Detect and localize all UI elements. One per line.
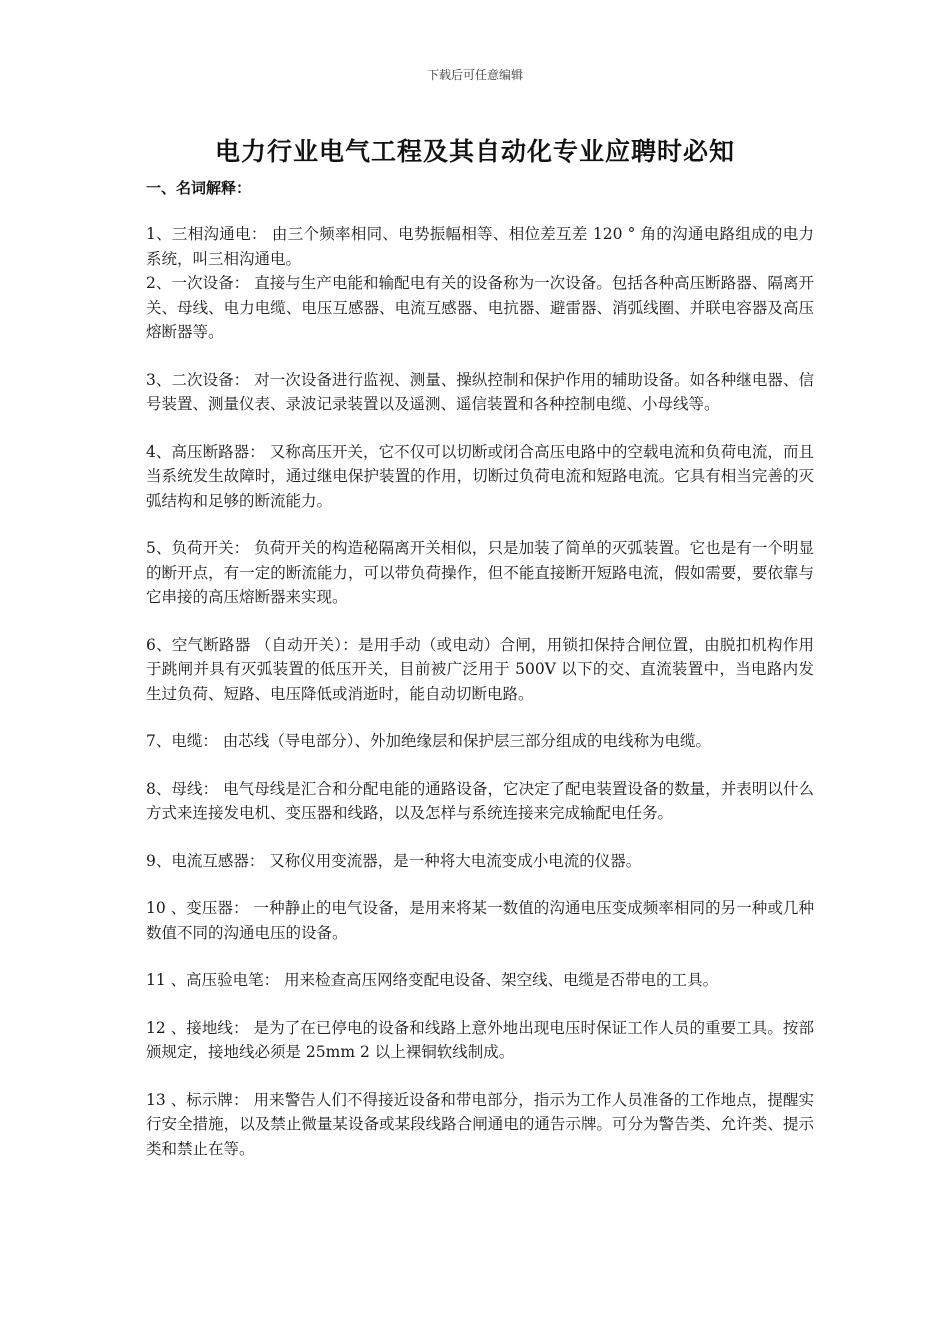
definition-9: 9、电流互感器： 又称仪用变流器，是一种将大电流变成小电流的仪器。	[146, 851, 642, 870]
definition-1: 1、三相沟通电： 由三个频率相同、电势振幅相等、相位差互差 120 ° 角的沟通电路组成的电力系统，叫三相沟通电。	[146, 225, 814, 268]
definition-5: 5、负荷开关： 负荷开关的构造秘隔离开关相似，只是加装了简单的灭弧装置。它也是有一个明显的断开点，有一定的断流能力，可以带负荷操作，但不能直接断开短路电流，假如需要，要依靠与它串接的高压熔断器来实现。	[146, 539, 814, 606]
section-heading: 一、名词解释：	[146, 179, 252, 197]
definition-8: 8、母线： 电气母线是汇合和分配电能的通路设备，它决定了配电装置设备的数量，并表明以什么方式来连接发电机、变压器和线路，以及怎样与系统连接来完成输配电任务。	[146, 779, 814, 822]
definition-2: 2、一次设备： 直接与生产电能和输配电有关的设备称为一次设备。包括各种高压断路器、隔离开关、母线、电力电缆、电压互感器、电流互感器、电抗器、避雷器、消弧线圈、并联电容器及高压熔断器等。	[146, 274, 814, 341]
definition-10: 10 、变压器： 一种静止的电气设备，是用来将某一数值的沟通电压变成频率相同的另一种或几种数值不同的沟通电压的设备。	[146, 899, 814, 942]
definition-3: 3、二次设备： 对一次设备进行监视、测量、操纵控制和保护作用的辅助设备。如各种继电器、信号装置、测量仪表、录波记录装置以及遥测、遥信装置和各种控制电缆、小母线等。	[146, 370, 814, 413]
definition-4: 4、高压断路器： 又称高压开关，它不仅可以切断或闭合高压电路中的空载电流和负荷电流，而且当系统发生故障时，通过继电保护装置的作用，切断过负荷电流和短路电流。它具有相当完善的灭弧结构和足够的断流能力。	[146, 442, 814, 510]
definition-7: 7、电缆： 由芯线（导电部分）、外加绝缘层和保护层三部分组成的电线称为电缆。	[146, 732, 712, 750]
definition-11: 11 、高压验电笔： 用来检查高压网络变配电设备、架空线、电缆是否带电的工具。	[146, 971, 719, 989]
definition-12: 12 、接地线： 是为了在已停电的设备和线路上意外地出现电压时保证工作人员的重要工具。按部颁规定，接地线必须是 25mm 2 以上裸铜软线制成。	[146, 1018, 814, 1061]
document-title: 电力行业电气工程及其自动化专业应聘时必知	[214, 137, 735, 166]
definition-6: 6、空气断路器 （自动开关）：是用手动（或电动）合闸，用锁扣保持合闸位置，由脱扣机构作用于跳闸并具有灭弧装置的低压开关，目前被广泛用于 500V 以下的交、直流装置中，当电路内发生过负荷、短路、电压降低或消逝时，能自动切断电路。	[146, 635, 814, 703]
definition-13: 13 、标示牌： 用来警告人们不得接近设备和带电部分，指示为工作人员准备的工作地点，提醒实行安全措施，以及禁止微量某设备或某段线路合闸通电的通告示牌。可分为警告类、允许类、提示类和禁止在等。	[146, 1090, 814, 1158]
definitions-list	[146, 222, 814, 1161]
header-note: 下载后可任意编辑	[426, 68, 523, 82]
